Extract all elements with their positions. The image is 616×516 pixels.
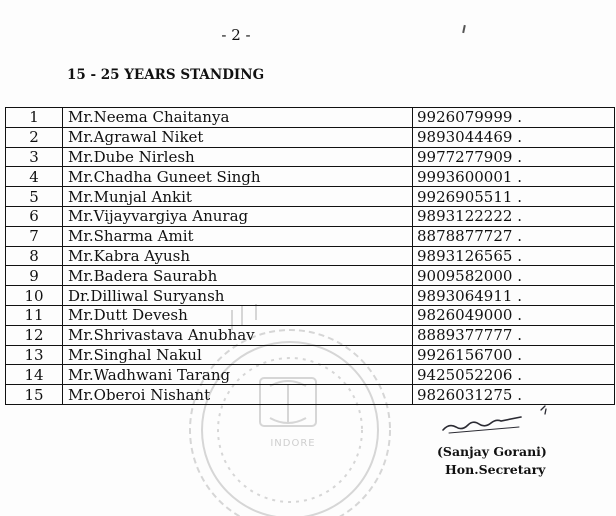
serial-number-cell: 13	[6, 345, 63, 365]
serial-number-cell: 7	[6, 226, 63, 246]
phone-number-cell: 8889377777 .	[413, 325, 615, 345]
serial-number-cell: 12	[6, 325, 63, 345]
table-row	[6, 187, 615, 207]
seal-text: INDORE	[270, 438, 316, 449]
member-name-cell: Mr.Neema Chaitanya	[63, 108, 413, 128]
phone-number-cell: 9826031275 .	[413, 385, 615, 405]
serial-number-cell: 4	[6, 167, 63, 187]
table-row	[6, 127, 615, 147]
phone-number-cell: 9926079999 .	[413, 108, 615, 128]
phone-number-cell: 9893044469 .	[413, 127, 615, 147]
table-row	[6, 147, 615, 167]
phone-number-cell: 9893126565 .	[413, 246, 615, 266]
section-title: 15 - 25 YEARS STANDING	[67, 67, 265, 83]
serial-number-cell: 14	[6, 365, 63, 385]
members-table	[5, 107, 615, 405]
member-name-cell: Mr.Agrawal Niket	[63, 127, 413, 147]
phone-number-cell: 8878877727 .	[413, 226, 615, 246]
table-row	[6, 345, 615, 365]
member-name-cell: Mr.Dutt Devesh	[63, 305, 413, 325]
member-name-cell: Mr.Chadha Guneet Singh	[63, 167, 413, 187]
serial-number-cell: 9	[6, 266, 63, 286]
phone-number-cell: 9926905511 .	[413, 187, 615, 207]
member-name-cell: Mr.Singhal Nakul	[63, 345, 413, 365]
serial-number-cell: 1	[6, 108, 63, 128]
phone-number-cell: 9009582000 .	[413, 266, 615, 286]
serial-number-cell: 11	[6, 305, 63, 325]
member-name-cell: Mr.Oberoi Nishant	[63, 385, 413, 405]
serial-number-cell: 15	[6, 385, 63, 405]
phone-number-cell: 9977277909 .	[413, 147, 615, 167]
handwritten-signature	[435, 400, 555, 440]
signatory-designation: Hon.Secretary	[445, 462, 546, 477]
page-number: - 2 -	[221, 26, 251, 44]
phone-number-cell: 9926156700 .	[413, 345, 615, 365]
phone-number-cell: 9893064911 .	[413, 286, 615, 306]
table-row	[6, 385, 615, 405]
member-name-cell: Dr.Dilliwal Suryansh	[63, 286, 413, 306]
table-row	[6, 206, 615, 226]
member-name-cell: Mr.Munjal Ankit	[63, 187, 413, 207]
phone-number-cell: 9425052206 .	[413, 365, 615, 385]
table-row	[6, 108, 615, 128]
serial-number-cell: 2	[6, 127, 63, 147]
member-name-cell: Mr.Vijayvargiya Anurag	[63, 206, 413, 226]
phone-number-cell: 9993600001 .	[413, 167, 615, 187]
member-name-cell: Mr.Dube Nirlesh	[63, 147, 413, 167]
serial-number-cell: 10	[6, 286, 63, 306]
table-row	[6, 266, 615, 286]
member-name-cell: Mr.Badera Saurabh	[63, 266, 413, 286]
serial-number-cell: 5	[6, 187, 63, 207]
table-row	[6, 325, 615, 345]
serial-number-cell: 6	[6, 206, 63, 226]
member-name-cell: Mr.Kabra Ayush	[63, 246, 413, 266]
table-row	[6, 167, 615, 187]
table-row	[6, 246, 615, 266]
serial-number-cell: 8	[6, 246, 63, 266]
member-name-cell: Mr.Shrivastava Anubhav	[63, 325, 413, 345]
table-row	[6, 286, 615, 306]
member-name-cell: Mr.Sharma Amit	[63, 226, 413, 246]
serial-number-cell: 3	[6, 147, 63, 167]
signatory-name: (Sanjay Gorani)	[437, 444, 547, 459]
phone-number-cell: 9893122222 .	[413, 206, 615, 226]
member-name-cell: Mr.Wadhwani Tarang	[63, 365, 413, 385]
phone-number-cell: 9826049000 .	[413, 305, 615, 325]
table-row	[6, 305, 615, 325]
table-row	[6, 365, 615, 385]
table-row	[6, 226, 615, 246]
stray-mark	[462, 25, 465, 33]
